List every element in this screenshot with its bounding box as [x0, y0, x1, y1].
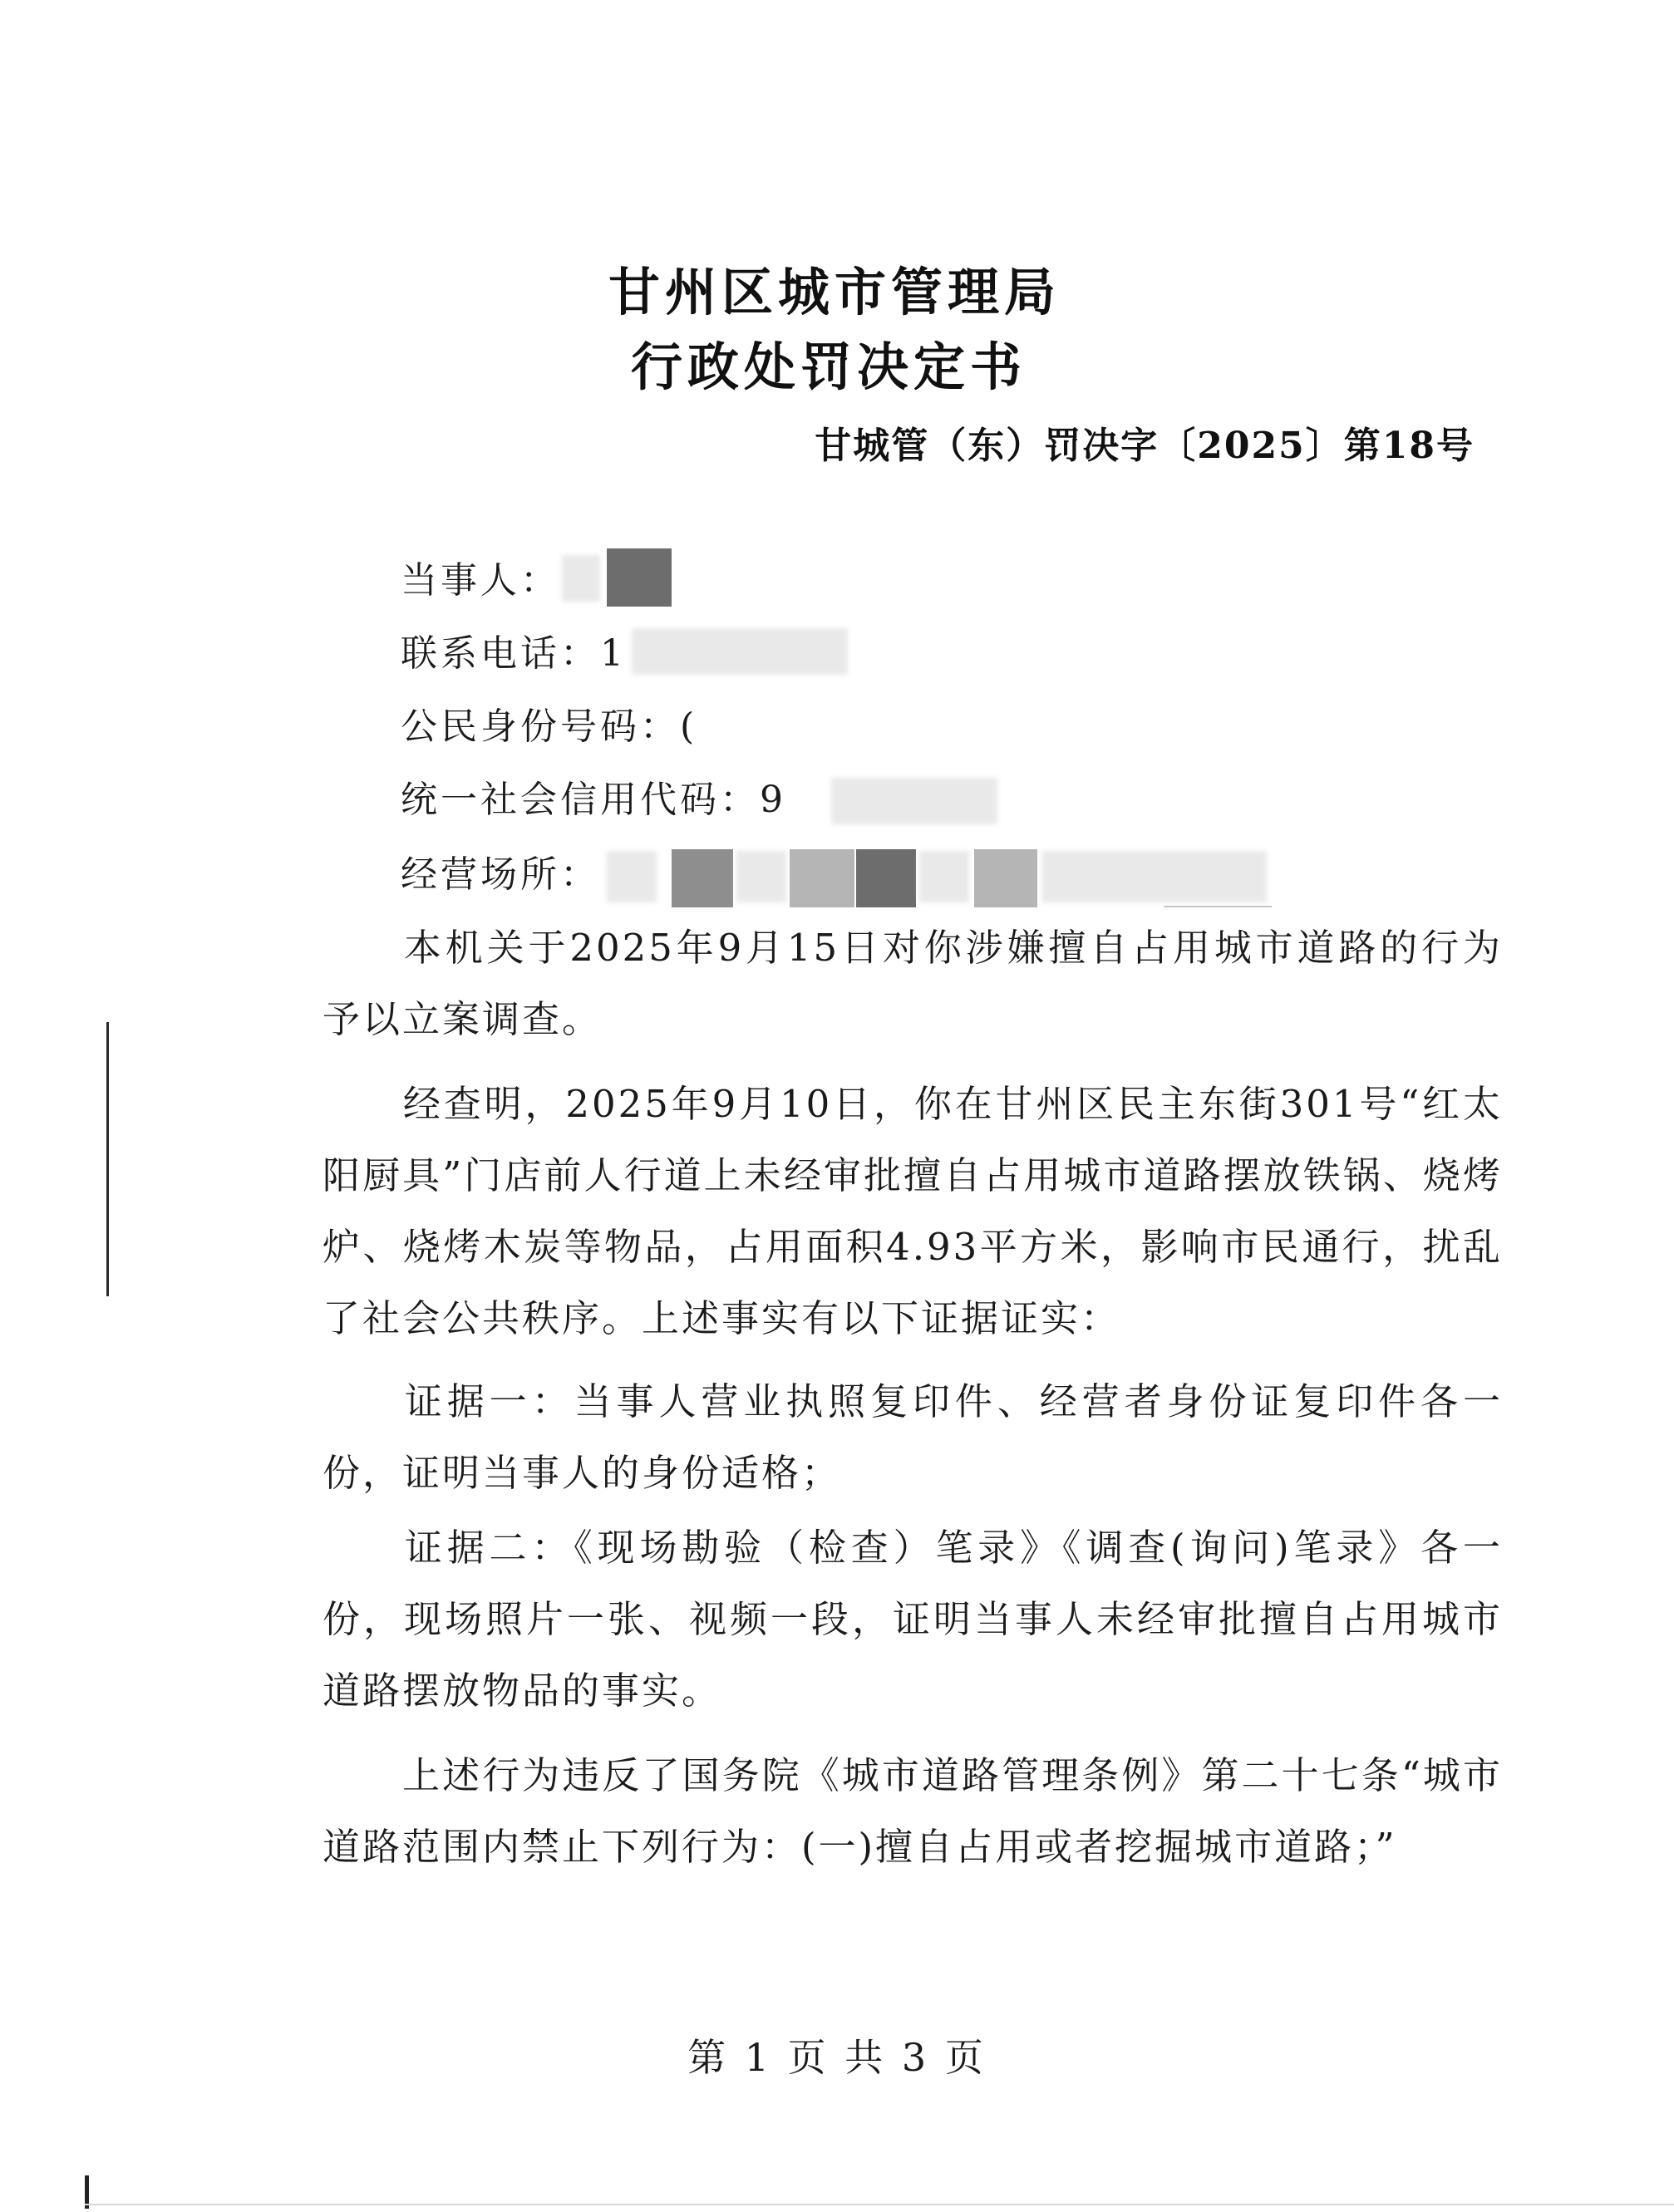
scan-edge-mark	[106, 1022, 109, 1296]
id-number-label: 公民身份号码：(	[401, 705, 698, 748]
place-underline	[1164, 906, 1272, 907]
party-field	[401, 550, 560, 603]
party-redaction	[607, 548, 672, 607]
party-redaction-blur	[562, 555, 600, 602]
credit-code-field	[401, 769, 786, 823]
facts-paragraph: 经查明，2025年9月10日，你在甘州区民主东街301号“红太阳厨具”门店前人行道上未经审批擅自占用城市道路摆放铁锅、烧烤炉、烧烤木炭等物品，占用面积4.93平方米，影响市民通行，扰乱了社会公共秩序。上述事实有以下证据证实：	[322, 1082, 1503, 1340]
evidence-two-paragraph: 证据二：《现场勘验（检查）笔录》《调查(询问)笔录》各一份，现场照片一张、视频一段，证明当事人未经审批擅自占用城市道路摆放物品的事实。	[322, 1526, 1503, 1713]
business-place-label: 经营场所：	[401, 853, 600, 896]
party-label: 当事人：	[401, 559, 560, 602]
place-redaction-7	[974, 849, 1037, 907]
page-number: 第 1 页 共 3 页	[687, 2035, 987, 2080]
document-number: 甘城管（东）罚决字〔2025〕第18号	[815, 425, 1475, 467]
place-redaction-3	[736, 851, 786, 902]
id-number-field	[401, 696, 697, 750]
place-redaction-2	[672, 849, 733, 907]
phone-label: 联系电话：1	[401, 632, 627, 675]
document-title-issuer: 甘州区城市管理局	[608, 262, 1061, 322]
credit-code-redaction	[831, 778, 997, 824]
phone-field	[401, 623, 627, 676]
business-place-field	[401, 844, 600, 897]
place-redaction-8	[1042, 851, 1267, 902]
place-redaction-1	[607, 851, 657, 902]
place-redaction-4	[790, 849, 854, 907]
case-filing-paragraph: 本机关于2025年9月15日对你涉嫌擅自占用城市道路的行为予以立案调查。	[322, 926, 1503, 1041]
violation-paragraph: 上述行为违反了国务院《城市道路管理条例》第二十七条“城市道路范围内禁止下列行为：(一)擅自占用或者挖掘城市道路；”	[322, 1753, 1503, 1869]
document-title-type: 行政处罚决定书	[630, 337, 1027, 397]
place-redaction-6	[919, 851, 969, 902]
credit-code-label: 统一社会信用代码：9	[401, 779, 786, 821]
evidence-one-paragraph: 证据一：当事人营业执照复印件、经营者身份证复印件各一份，证明当事人的身份适格；	[322, 1379, 1503, 1495]
phone-redaction	[632, 628, 848, 675]
scan-bottom-edge	[85, 2204, 1674, 2205]
place-redaction-5	[856, 849, 916, 907]
